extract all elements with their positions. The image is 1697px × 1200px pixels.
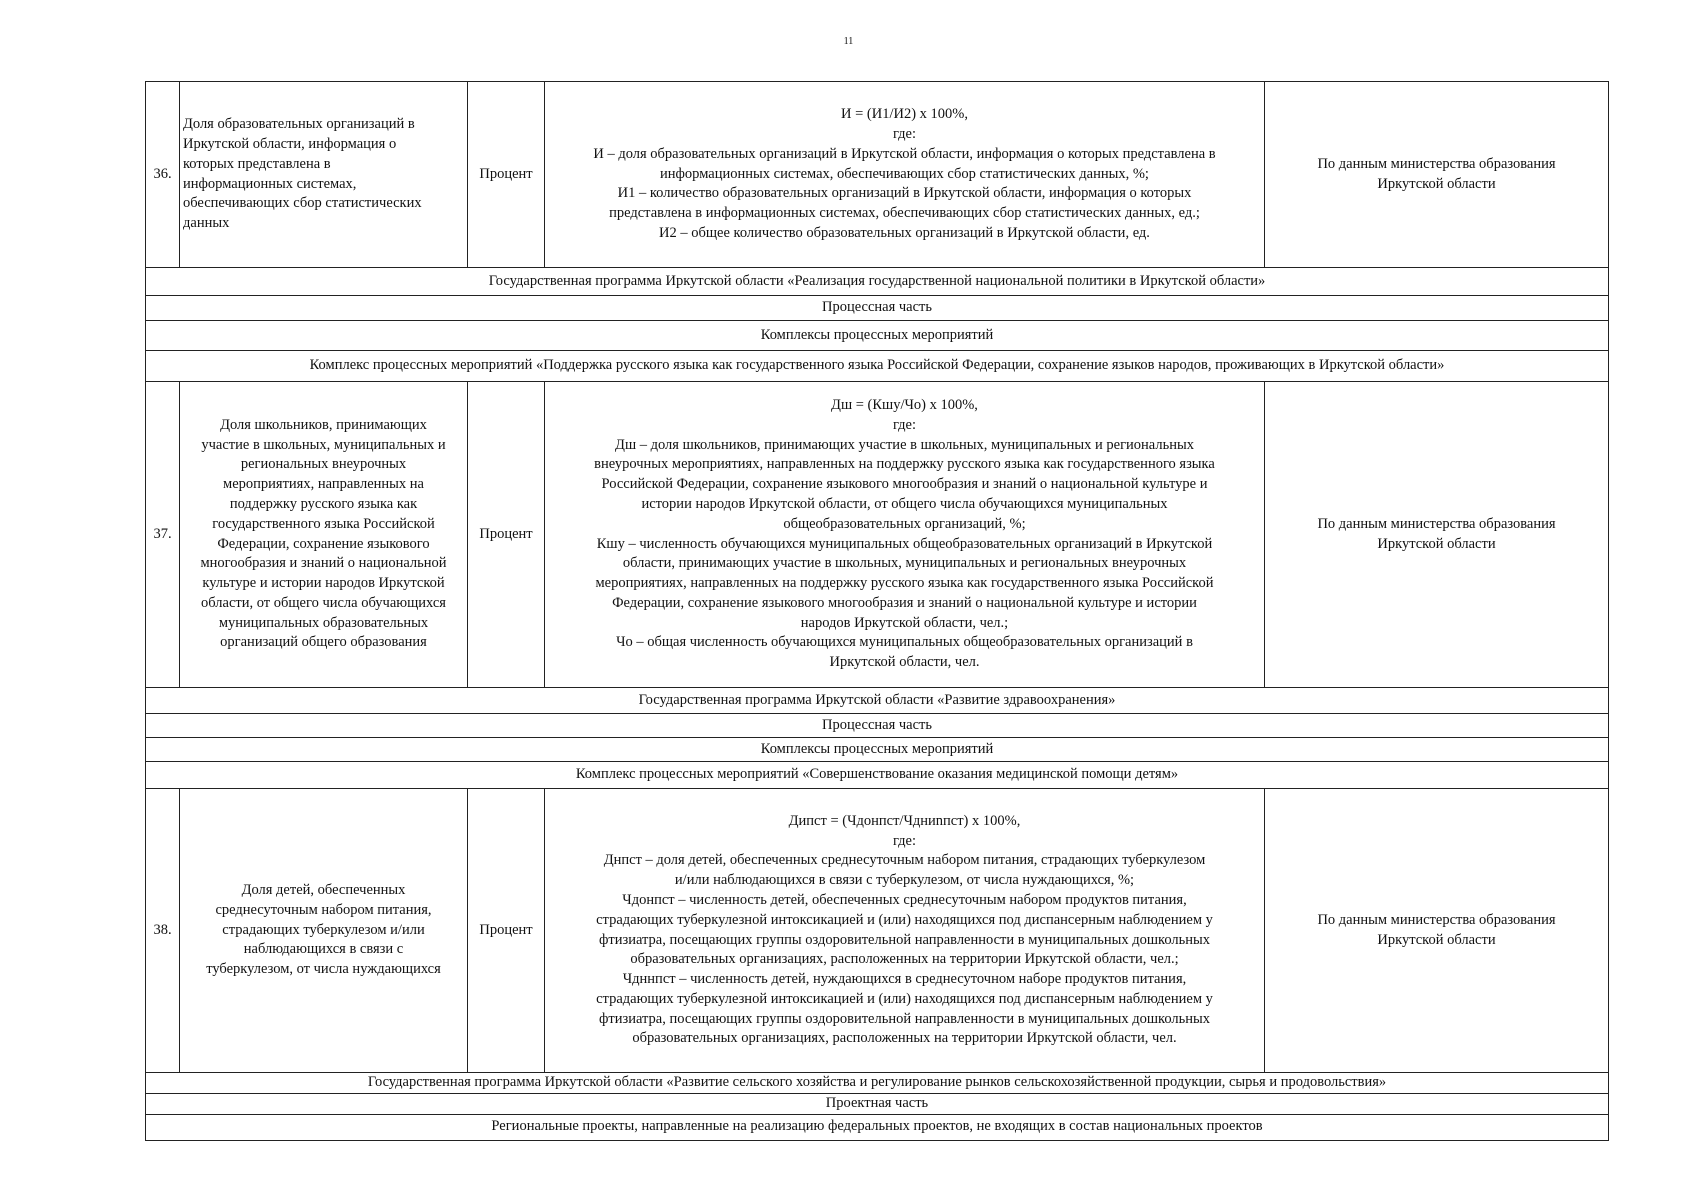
section-row	[146, 688, 1609, 714]
indicator-row	[146, 82, 1609, 268]
text-line: обеспечивающих сбор статистических	[183, 195, 422, 212]
text-line: И = (И1/И2) х 100%,	[841, 106, 968, 123]
text-line: Чдонпст – численность детей, обеспеченных среднесуточным набором продуктов питания,	[622, 891, 1187, 908]
text-line: истории народов Иркутской области, от общего числа обучающихся муниципальных	[641, 495, 1168, 512]
indicator-formula	[545, 382, 1265, 688]
text-line: информационных системах, обеспечивающих сбор статистических данных, %;	[660, 165, 1149, 182]
text-line: народов Иркутской области, чел.;	[800, 614, 1009, 631]
indicator-name	[180, 82, 468, 268]
text-line: И – доля образовательных организаций в Иркутской области, информация о которых представлена в	[593, 145, 1216, 162]
text-line: И2 – общее количество образовательных организаций в Иркутской области, ед.	[659, 224, 1150, 241]
indicator-row	[146, 382, 1609, 688]
text-line: Дш – доля школьников, принимающих участие в школьных, муниципальных и региональных	[615, 436, 1194, 453]
text-line: образовательных организациях, расположенных на территории Иркутской области, чел.	[632, 1030, 1177, 1047]
section-row	[146, 1073, 1609, 1094]
text-line: Иркутской области, чел.	[829, 654, 980, 671]
section-title: Региональные проекты, направленные на реализацию федеральных проектов, не входящих в состав национальных проектов	[146, 1114, 1609, 1140]
indicator-number: 37.	[146, 382, 180, 688]
section-title: Комплекс процессных мероприятий «Поддержка русского языка как государственного языка Российской Федерации, сохранение языков народов, проживающих в Иркутской области»	[146, 351, 1609, 382]
text-line: Чдннпст – численность детей, нуждающихся в среднесуточном наборе продуктов питания,	[622, 971, 1187, 988]
text-line: Иркутской области, информация о	[183, 135, 397, 152]
text-line: наблюдающихся в связи с	[243, 941, 404, 958]
text-line: мероприятиях, направленных на поддержку русского языка как государственного языка Российской	[595, 575, 1214, 592]
section-row	[146, 296, 1609, 321]
indicator-row	[146, 789, 1609, 1073]
text-line: И1 – количество образовательных организаций в Иркутской области, информация о которых	[617, 185, 1192, 202]
indicator-unit: Процент	[468, 789, 545, 1073]
section-title: Государственная программа Иркутской области «Развитие здравоохранения»	[146, 688, 1609, 714]
section-row	[146, 268, 1609, 296]
section-title: Процессная часть	[146, 714, 1609, 738]
text-line: Дипст = (Чдонпст/Чдниnпст) х 100%,	[788, 812, 1021, 829]
text-line: представлена в информационных системах, обеспечивающих сбор статистических данных, ед.;	[609, 205, 1200, 222]
text-line: мероприятиях, направленных на	[223, 476, 424, 493]
indicator-name	[180, 382, 468, 688]
text-line: По данным министерства образования	[1317, 155, 1556, 172]
section-title: Процессная часть	[146, 296, 1609, 321]
text-line: образовательных организациях, расположенных на территории Иркутской области, чел.;	[630, 951, 1179, 968]
text-line: фтизиатра, посещающих группы оздоровительной направленности в муниципальных дошкольных	[598, 1010, 1211, 1027]
text-line: где:	[892, 416, 917, 433]
text-line: где:	[892, 126, 917, 142]
section-row	[146, 762, 1609, 789]
text-line: поддержку русского языка как	[229, 495, 418, 512]
text-line: туберкулезом, от числа нуждающихся	[206, 961, 441, 978]
text-line: муниципальных образовательных	[218, 614, 429, 631]
text-line: которых представлена в	[183, 155, 331, 172]
section-title: Комплекс процессных мероприятий «Совершенствование оказания медицинской помощи детям»	[146, 762, 1609, 789]
section-row	[146, 1114, 1609, 1140]
text-line: страдающих туберкулезной интоксикацией и (или) находящихся под диспансерным наблюдением у	[596, 911, 1213, 928]
text-line: участие в школьных, муниципальных и	[201, 436, 446, 453]
text-line: По данным министерства образования	[1317, 515, 1556, 532]
page-number: 11	[843, 36, 854, 47]
text-line: Днпст – доля детей, обеспеченных среднесуточным набором питания, страдающих туберкулезом	[603, 852, 1206, 869]
text-line: Российской Федерации, сохранение языкового многообразия и знаний о национальной культуре и	[601, 476, 1208, 493]
text-line: многообразия и знаний о национальной	[200, 555, 447, 572]
indicator-formula	[545, 789, 1265, 1073]
section-row	[146, 714, 1609, 738]
indicator-unit: Процент	[468, 382, 545, 688]
text-line: фтизиатра, посещающих группы оздоровительной направленности в муниципальных дошкольных	[598, 931, 1211, 948]
text-line: Доля образовательных организаций в	[183, 116, 415, 133]
text-line: культуре и истории народов Иркутской	[202, 575, 445, 592]
text-line: страдающих туберкулезом и/или	[222, 921, 425, 938]
text-line: По данным министерства образования	[1317, 911, 1556, 928]
section-title: Государственная программа Иркутской области «Реализация государственной национальной политики в Иркутской области»	[146, 268, 1609, 296]
section-row	[146, 321, 1609, 351]
section-row	[146, 1093, 1609, 1114]
text-line: где:	[892, 832, 917, 849]
section-row	[146, 738, 1609, 762]
section-row	[146, 351, 1609, 382]
text-line: Чо – общая численность обучающихся муниципальных общеобразовательных организаций в	[616, 634, 1193, 651]
indicators-table-body	[146, 82, 1609, 1141]
text-line: среднесуточным набором питания,	[215, 901, 432, 918]
text-line: общеобразовательных организаций, %;	[783, 515, 1026, 532]
text-line: данных	[183, 215, 230, 232]
text-line: Федерации, сохранение языкового многообразия и знаний о национальной культуре и истории	[612, 594, 1197, 611]
section-title: Комплексы процессных мероприятий	[146, 321, 1609, 351]
indicator-source	[1265, 82, 1609, 268]
section-title: Проектная часть	[146, 1093, 1609, 1114]
indicators-table	[145, 81, 1609, 1141]
text-line: организаций общего образования	[220, 634, 427, 651]
indicator-formula	[545, 82, 1265, 268]
text-line: Иркутской области	[1377, 931, 1496, 948]
indicator-number: 38.	[146, 789, 180, 1073]
text-line: Кшу – численность обучающихся муниципальных общеобразовательных организаций в Иркутской	[596, 535, 1213, 552]
text-line: Доля школьников, принимающих	[220, 416, 427, 433]
text-line: Федерации, сохранение языкового	[217, 535, 430, 552]
text-line: информационных системах,	[183, 175, 357, 192]
section-title: Комплексы процессных мероприятий	[146, 738, 1609, 762]
section-title: Государственная программа Иркутской области «Развитие сельского хозяйства и регулирование рынков сельскохозяйственной продукции, сырья и продовольствия»	[146, 1073, 1609, 1094]
text-line: Иркутской области	[1377, 535, 1496, 552]
indicator-number: 36.	[146, 82, 180, 268]
indicator-unit: Процент	[468, 82, 545, 268]
text-line: государственного языка Российской	[212, 515, 435, 532]
text-line: и/или наблюдающихся в связи с туберкулезом, от числа нуждающихся, %;	[674, 872, 1135, 889]
text-line: Дш = (Кшу/Чо) х 100%,	[831, 396, 978, 413]
text-line: региональных внеурочных	[240, 456, 407, 473]
text-line: области, принимающих участие в школьных, муниципальных и региональных внеурочных	[622, 555, 1187, 572]
text-line: Иркутской области	[1377, 175, 1496, 192]
text-line: страдающих туберкулезной интоксикацией и (или) находящихся под диспансерным наблюдением у	[596, 990, 1213, 1007]
text-line: Доля детей, обеспеченных	[241, 882, 406, 898]
text-line: области, от общего числа обучающихся	[201, 594, 446, 611]
indicator-source	[1265, 789, 1609, 1073]
indicator-source	[1265, 382, 1609, 688]
indicator-name	[180, 789, 468, 1073]
text-line: внеурочных мероприятиях, направленных на поддержку русского языка как государственного языка	[594, 456, 1215, 473]
